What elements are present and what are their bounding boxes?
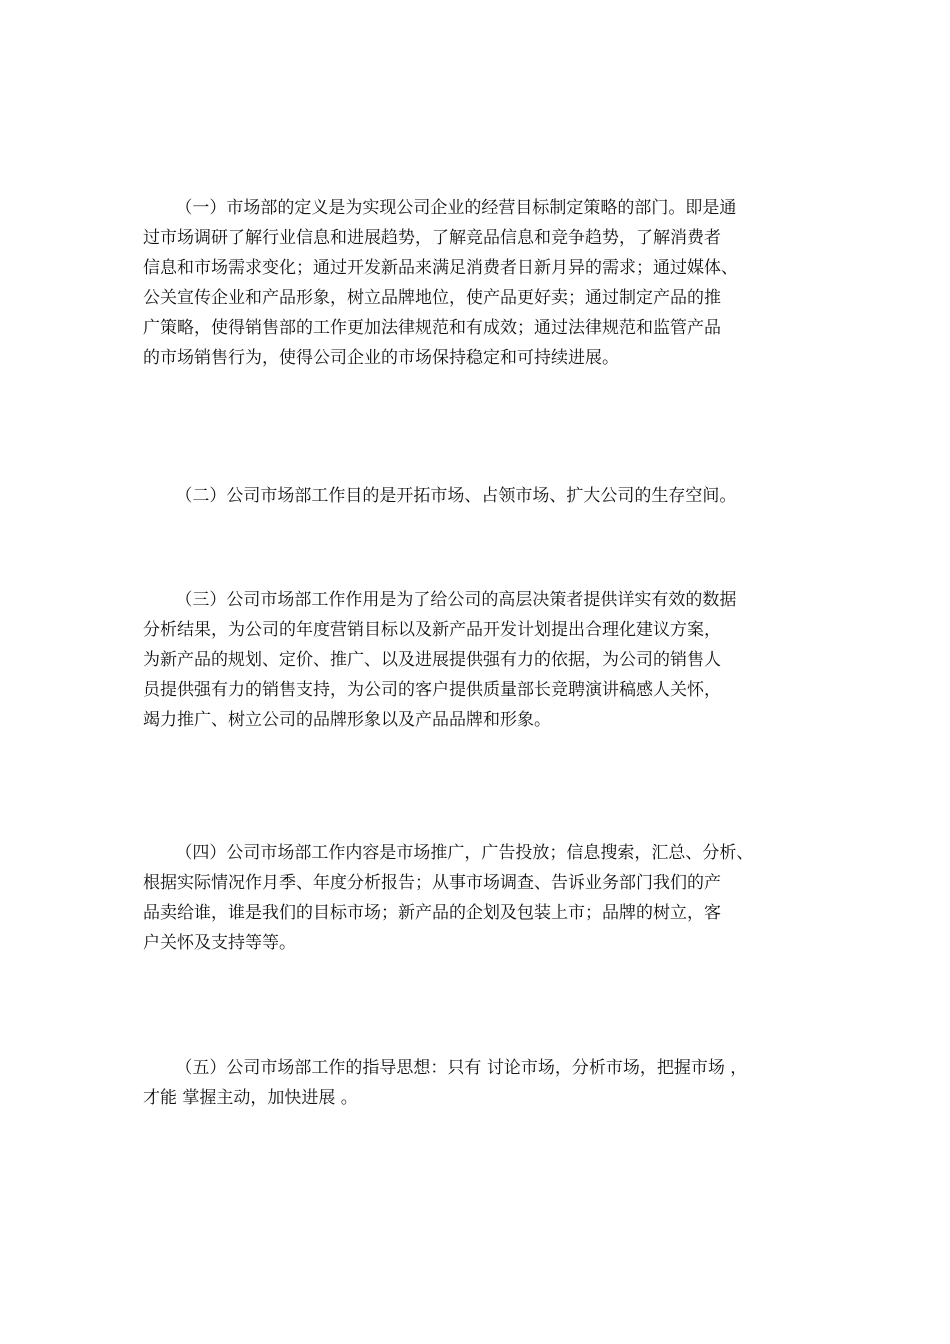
text-line: （一）市场部的定义是为实现公司企业的经营目标制定策略的部门。即是通 — [143, 198, 737, 218]
text-line: 根据实际情况作月季、年度分析报告；从事市场调查、告诉业务部门我们的产 — [143, 873, 721, 893]
text-line: 品卖给谁，谁是我们的目标市场；新产品的企划及包装上市；品牌的树立，客 — [143, 903, 721, 923]
text-line: 的市场销售行为，使得公司企业的市场保持稳定和可持续进展。 — [143, 348, 619, 368]
text-line: （五）公司市场部工作的指导思想：只有 讨论市场，分析市场，把握市场 ， — [143, 1058, 748, 1078]
text-line: 过市场调研了解行业信息和进展趋势，了解竞品信息和竞争趋势，了解消费者 — [143, 228, 721, 248]
text-line: 竭力推广、树立公司的品牌形象以及产品品牌和形象。 — [143, 710, 551, 730]
text-line: 才能 掌握主动，加快进展 。 — [143, 1088, 358, 1108]
paragraph-1-definition — [143, 193, 823, 373]
text-line: 分析结果，为公司的年度营销目标以及新产品开发计划提出合理化建议方案， — [143, 620, 721, 640]
paragraph-5-guiding-idea — [143, 1053, 823, 1113]
paragraph-2-purpose — [143, 481, 823, 511]
text-line: （四）公司市场部工作内容是市场推广，广告投放；信息搜索，汇总、分析、 — [143, 843, 754, 863]
text-line: 户关怀及支持等等。 — [143, 933, 296, 953]
text-line: （三）公司市场部工作作用是为了给公司的高层决策者提供详实有效的数据 — [143, 590, 737, 610]
text-line: 广策略，使得销售部的工作更加法律规范和有成效；通过法律规范和监管产品 — [143, 318, 721, 338]
text-line: 信息和市场需求变化；通过开发新品来满足消费者日新月异的需求；通过媒体、 — [143, 258, 738, 278]
text-line: 公关宣传企业和产品形象，树立品牌地位，使产品更好卖；通过制定产品的推 — [143, 288, 721, 308]
paragraph-4-content — [143, 838, 823, 958]
text-line: 为新产品的规划、定价、推广、以及进展提供强有力的依据，为公司的销售人 — [143, 650, 721, 670]
text-line: 员提供强有力的销售支持，为公司的客户提供质量部长竞聘演讲稿感人关怀， — [143, 680, 721, 700]
text-line: （二）公司市场部工作目的是开拓市场、占领市场、扩大公司的生存空间。 — [143, 486, 737, 506]
paragraph-3-role — [143, 585, 823, 735]
